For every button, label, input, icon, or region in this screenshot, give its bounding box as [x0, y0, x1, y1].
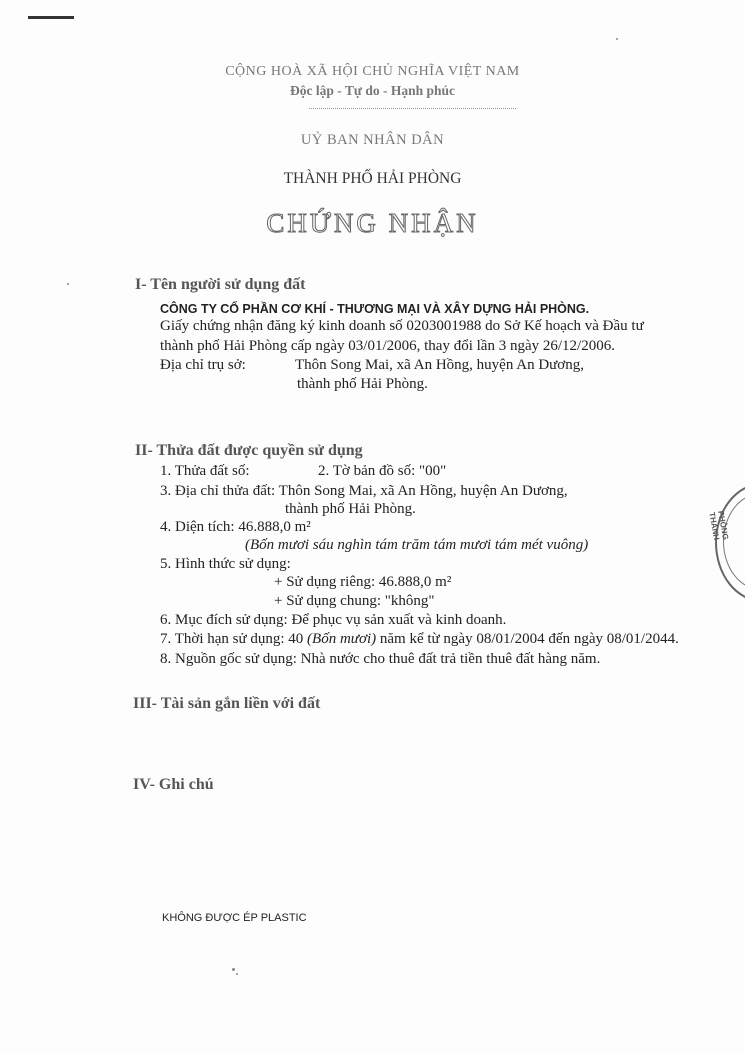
parcel-number: 1. Thửa đất số: [160, 463, 250, 479]
usage-term-years: 7. Thời hạn sử dụng: 40 [160, 631, 304, 647]
usage-term-words: (Bốn mươi) [307, 631, 377, 647]
area-in-words: (Bốn mươi sáu nghìn tám trăm tám mươi tám mét vuông) [245, 537, 589, 553]
footer-note: KHÔNG ĐƯỢC ÉP PLASTIC [162, 912, 307, 924]
document-title: CHỨNG NHẬN [266, 208, 479, 238]
committee-name: UỶ BAN NHÂN DÂN [300, 132, 445, 148]
organization-name: CÔNG TY CỔ PHẦN CƠ KHÍ - THƯƠNG MẠI VÀ XÂY DỰNG HẢI PHÒNG. [160, 302, 590, 316]
scan-speck [236, 973, 238, 975]
scan-speck [67, 283, 69, 285]
usage-form: 5. Hình thức sử dụng: [160, 556, 291, 572]
business-registration-line: Giấy chứng nhận đăng ký kinh doanh số 0203001988 do Sở Kế hoạch và Đầu tư [160, 318, 644, 334]
scan-speck [616, 38, 618, 40]
common-usage: + Sử dụng chung: "không" [274, 593, 435, 609]
parcel-address: 3. Địa chỉ thửa đất: Thôn Song Mai, xã An Hồng, huyện An Dương, [160, 483, 568, 499]
section-1-heading: I- Tên người sử dụng đất [135, 276, 306, 293]
parcel-address-city: thành phố Hải Phòng. [285, 501, 416, 517]
section-3-heading: III- Tài sản gắn liền với đất [133, 695, 321, 712]
usage-term [160, 631, 679, 648]
address-value: Thôn Song Mai, xã An Hồng, huyện An Dương, [295, 357, 584, 373]
area: 4. Diện tích: 46.888,0 m² [160, 519, 311, 535]
address-city: thành phố Hải Phòng. [297, 376, 428, 392]
map-sheet-number: 2. Tờ bản đồ số: "00" [318, 463, 447, 479]
section-2-heading: II- Thửa đất được quyền sử dụng [135, 442, 363, 459]
usage-purpose: 6. Mục đích sử dụng: Để phục vụ sản xuất và kinh doanh. [160, 612, 507, 628]
private-usage: + Sử dụng riêng: 46.888,0 m² [274, 574, 452, 590]
city-name: THÀNH PHỐ HẢI PHÒNG [283, 170, 462, 187]
official-stamp-text: PHÒNG THANH [707, 510, 731, 541]
address-label: Địa chỉ trụ sở: [160, 357, 246, 373]
scan-speck [232, 968, 235, 971]
section-4-heading: IV- Ghi chú [133, 776, 214, 793]
header-divider [309, 108, 516, 109]
land-origin: 8. Nguồn gốc sử dụng: Nhà nước cho thuê đất trả tiền thuê đất hàng năm. [160, 651, 601, 667]
scan-mark [28, 16, 74, 19]
republic-header: CỘNG HOÀ XÃ HỘI CHỦ NGHĨA VIỆT NAM [225, 64, 520, 79]
usage-term-dates: năm kể từ ngày 08/01/2004 đến ngày 08/01/2044. [379, 631, 679, 647]
business-registration-date-line: thành phố Hải Phòng cấp ngày 03/01/2006, thay đổi lần 3 ngày 26/12/2006. [160, 338, 615, 354]
motto: Độc lập - Tự do - Hạnh phúc [289, 83, 456, 98]
